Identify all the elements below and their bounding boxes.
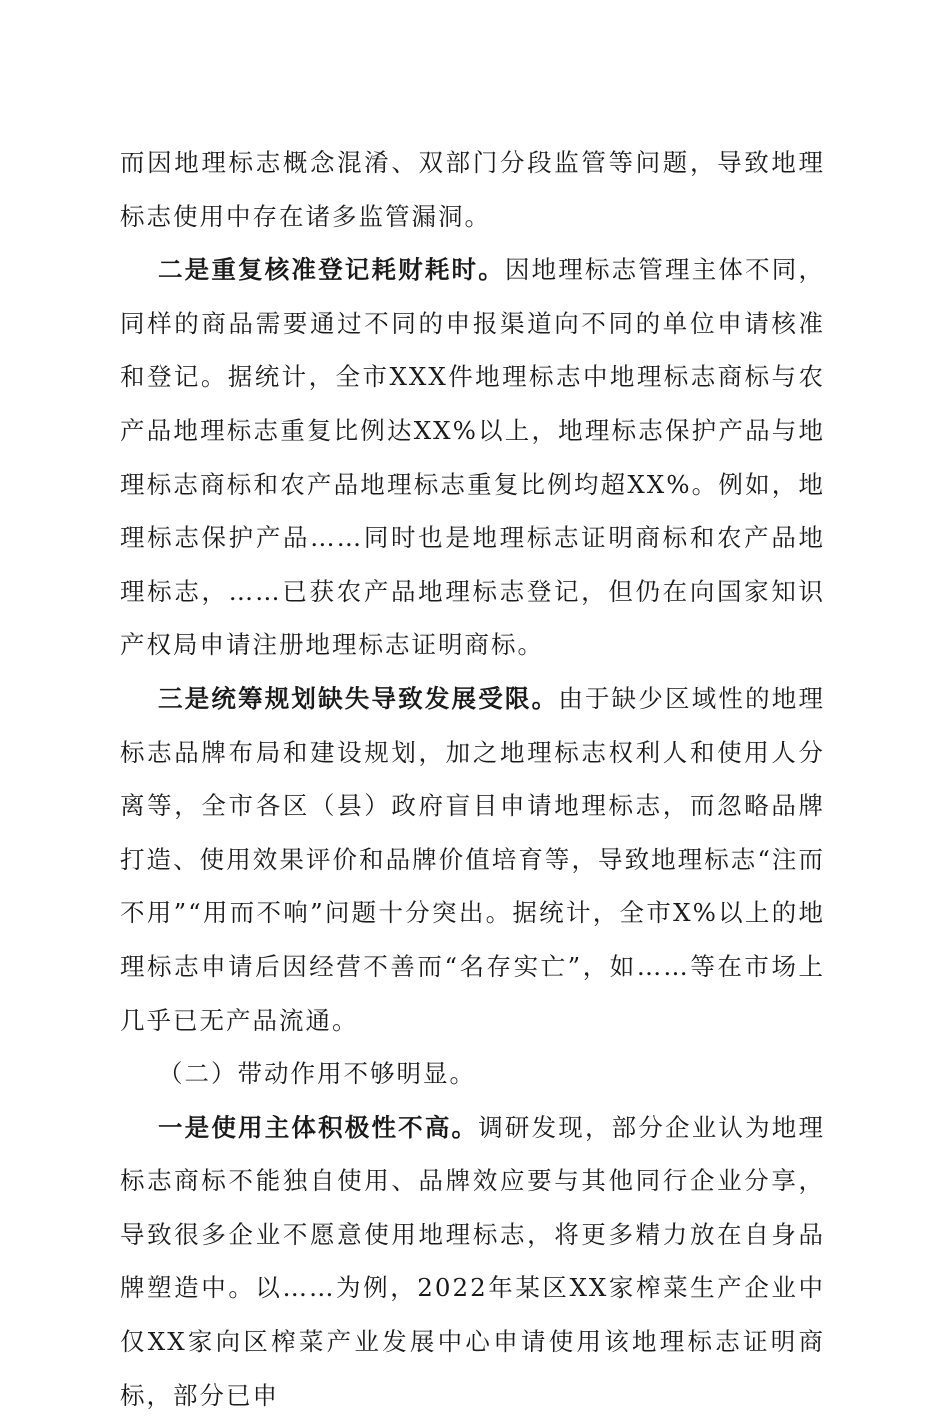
paragraph-lead: 二是重复核准登记耗财耗时。 — [158, 255, 505, 285]
paragraph-body: 因地理标志管理主体不同，同样的商品需要通过不同的申报渠道向不同的单位申请核准和登记。据统计，全市XXX件地理标志中地理标志商标与农产品地理标志重复比例达XX%以上，地理标志保护产品与地理标志商标和农产品地理标志重复比例均超XX%。例如，地理标志保护产品……同时也是地理标志证明商标和农产品地理标志，……已获农产品地理标志登记，但仍在向国家知识产权局申请注册地理标志证明商标。 — [120, 255, 825, 660]
paragraph-low-enthusiasm — [120, 1101, 825, 1422]
paragraph-body: 调研发现，部分企业认为地理标志商标不能独自使用、品牌效应要与其他同行企业分享，导致很多企业不愿意使用地理标志，将更多精力放在自身品牌塑造中。以……为例，2022年某区XX家榨菜生产企业中仅XX家向区榨菜产业发展中心申请使用该地理标志证明商标，部分已申 — [120, 1112, 825, 1410]
paragraph-duplicate-registration — [120, 243, 825, 672]
paragraph-continuation: 而因地理标志概念混淆、双部门分段监管等问题，导致地理标志使用中存在诸多监管漏洞。 — [120, 148, 825, 231]
paragraph-lead: 三是统筹规划缺失导致发展受限。 — [158, 683, 559, 713]
paragraph-body: 由于缺少区域性的地理标志品牌布局和建设规划，加之地理标志权利人和使用人分离等，全市各区（县）政府盲目申请地理标志，而忽略品牌打造、使用效果评价和品牌价值培育等，导致地理标志“注而不用”“用而不响”问题十分突出。据统计，全市X%以上的地理标志申请后因经营不善而“名存实亡”，如……等在市场上几乎已无产品流通。 — [120, 683, 825, 1035]
paragraph-planning-missing — [120, 672, 825, 1047]
paragraph-lead: 一是使用主体积极性不高。 — [158, 1112, 479, 1142]
document-body — [120, 136, 825, 1422]
section-heading: （二）带动作用不够明显。 — [158, 1059, 476, 1089]
